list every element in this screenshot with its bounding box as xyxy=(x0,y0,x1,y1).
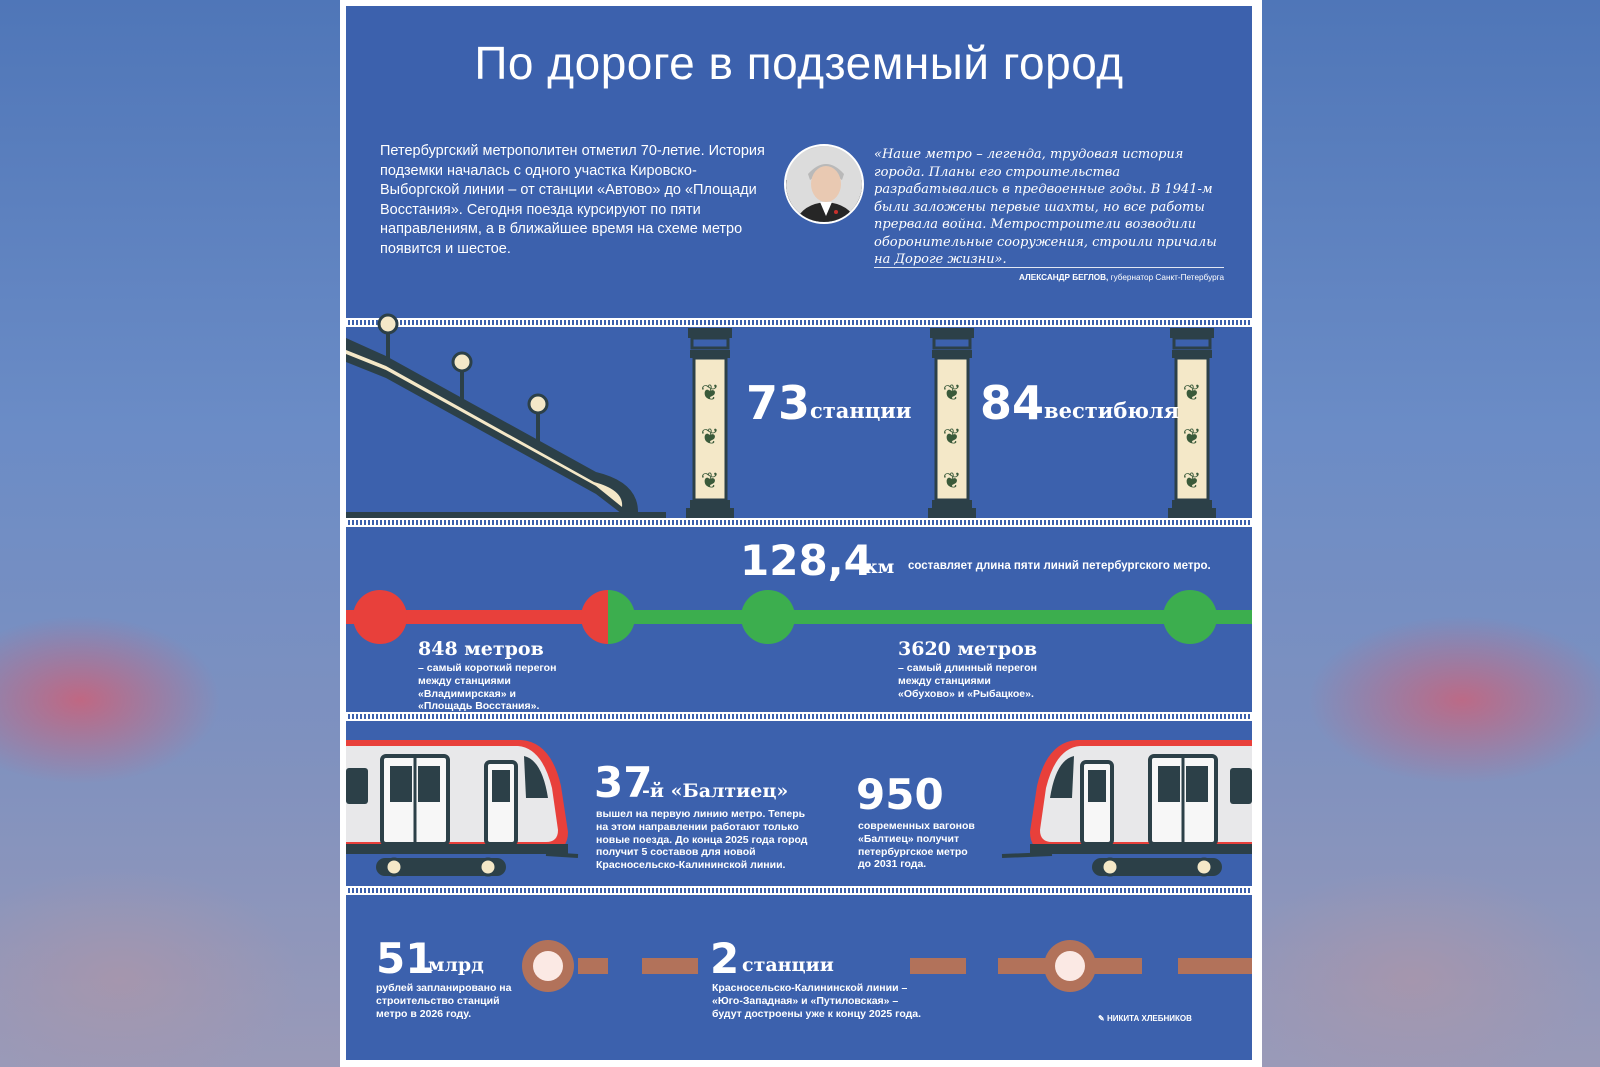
baltiets-text: вышел на первую линию метро. Теперь на этом направлении работают только новые поезда. До конца 2025 года город получит 5 составов для новой Красносельско-Калининской линии. xyxy=(596,808,808,872)
escalator-icon xyxy=(346,312,666,522)
svg-text:❦: ❦ xyxy=(700,469,720,494)
pen-icon: ✎ xyxy=(1098,1014,1107,1023)
shortest-text: – самый короткий перегон между станциями «Владимирская» и «Площадь Восстания». xyxy=(418,662,557,713)
new-stations-number: 2 xyxy=(710,934,740,983)
longest-text: – самый длинный перегон между станциями «Обухово» и «Рыбацкое». xyxy=(898,662,1037,700)
governor-quote: «Наше метро – легенда, трудовая история города. Планы его строительства разрабатывались в предвоенные годы. В 1941-м были заложены первые шахты, но все работы прервала война. Метростроители возводили оборонительные сооружения, строили причалы на Дороге жизни». xyxy=(874,147,1217,267)
infographic-title: По дороге в подземный город xyxy=(474,37,1124,89)
budget-number: 51 xyxy=(376,934,435,983)
station-dot-transfer-red xyxy=(581,590,608,644)
column-icon-3 xyxy=(1168,328,1216,520)
wagons-number: 950 xyxy=(856,770,944,819)
new-stations-text: Красносельско-Калининской линии – «Юго-Западная» и «Путиловская» – будут достроены уже к концу 2025 года. xyxy=(712,982,922,1020)
quote-divider xyxy=(874,267,1224,268)
stations-number: 73 xyxy=(746,376,811,430)
svg-text:❦: ❦ xyxy=(1182,425,1202,450)
svg-text:❦: ❦ xyxy=(942,381,962,406)
infographic-page xyxy=(340,0,1262,1067)
metro-line-diagram xyxy=(346,586,1252,646)
svg-text:❦: ❦ xyxy=(1182,381,1202,406)
governor-portrait xyxy=(784,144,864,224)
length-text: составляет длина пяти линий петербургского метро. xyxy=(908,560,1211,572)
station-dot-transfer-green xyxy=(608,590,635,644)
svg-text:❦: ❦ xyxy=(1182,469,1202,494)
vestibules-number: 84 xyxy=(980,376,1045,430)
station-dot-red-1 xyxy=(353,590,407,644)
rail-divider-3 xyxy=(346,712,1252,721)
quote-author-role: губернатор Санкт-Петербурга xyxy=(1108,273,1224,282)
budget-unit: млрд xyxy=(428,954,484,976)
station-dot-green-1 xyxy=(741,590,795,644)
new-stations-unit: станции xyxy=(742,954,834,976)
length-unit: км xyxy=(864,556,895,578)
svg-text:❦: ❦ xyxy=(942,469,962,494)
budget-text: рублей запланировано на строительство станций метро в 2026 году. xyxy=(376,982,512,1020)
column-icon-1 xyxy=(686,328,734,520)
portrait-icon xyxy=(786,146,864,224)
svg-text:❦: ❦ xyxy=(700,381,720,406)
baltiets-suffix: -й «Балтиец» xyxy=(642,780,789,802)
longest-number: 3620 метров xyxy=(898,638,1038,660)
quote-author xyxy=(874,273,1224,282)
rail-divider-2 xyxy=(346,518,1252,527)
station-dot-green-2 xyxy=(1163,590,1217,644)
svg-text:❦: ❦ xyxy=(700,425,720,450)
intro-text: Петербургский метрополитен отметил 70-летие. История подземки началась с одного участка Кировско-Выборгской линии – от станции «Автово» до «Площади Восстания». Сегодня поезда курсируют по пяти направлениям, а в ближайшее время на схеме метро появится и шестое. xyxy=(380,143,765,257)
quote-author-name: АЛЕКСАНДР БЕГЛОВ, xyxy=(1019,273,1109,282)
train-icon-right xyxy=(998,736,1252,888)
baltiets-number: 37 xyxy=(594,758,653,807)
shortest-number: 848 метров xyxy=(418,638,544,660)
rail-divider-4 xyxy=(346,886,1252,895)
vestibules-label: вестибюля xyxy=(1044,398,1180,423)
wagons-text: современных вагонов «Балтиец» получит петербургское метро до 2031 года. xyxy=(858,820,975,871)
infographic-card xyxy=(346,6,1252,1060)
column-icon-2 xyxy=(928,328,976,520)
train-icon-left xyxy=(346,736,586,888)
length-number: 128,4 xyxy=(740,536,873,585)
blurred-background-left xyxy=(0,0,340,1067)
svg-text:❦: ❦ xyxy=(942,425,962,450)
stations-label: станции xyxy=(810,398,912,423)
author-signature xyxy=(1098,1014,1192,1023)
author-signature-name: НИКИТА ХЛЕБНИКОВ xyxy=(1106,1014,1192,1023)
blurred-background-right xyxy=(1262,0,1600,1067)
